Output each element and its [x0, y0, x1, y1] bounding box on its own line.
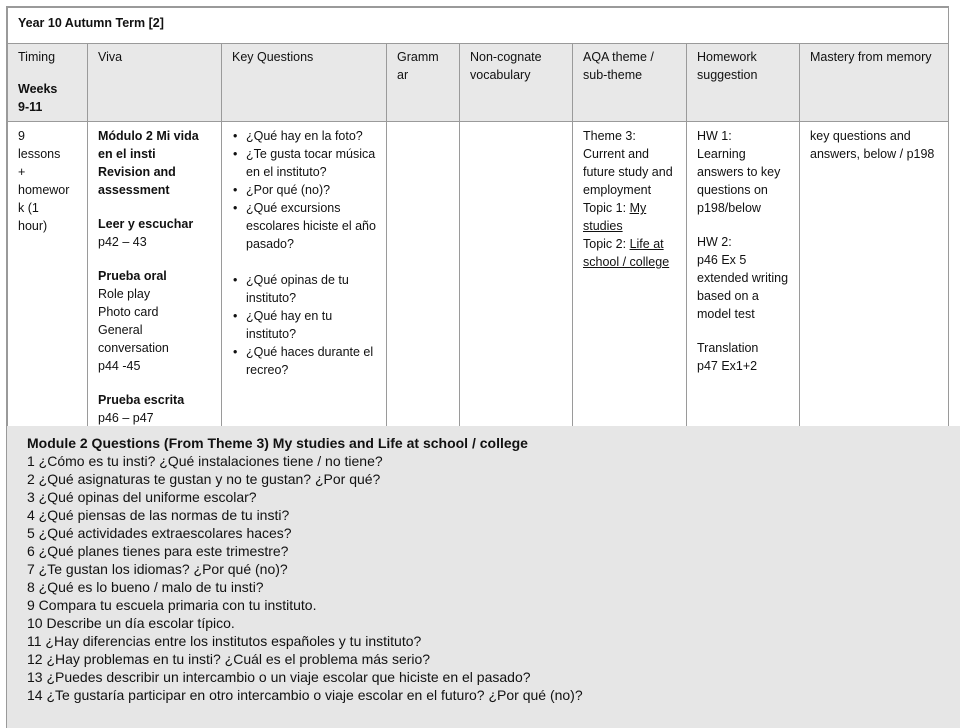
header-grammar: Gramm ar	[387, 44, 460, 122]
key-question-item: • ¿Qué haces durante el recreo?	[246, 343, 376, 379]
cell-homework	[687, 122, 800, 431]
questions-title: Module 2 Questions (From Theme 3) My studies and Life at school / college	[27, 435, 528, 451]
oral-item: p44 -45	[98, 359, 141, 373]
cell-key-questions	[222, 122, 387, 431]
header-viva: Viva	[88, 44, 222, 122]
module-title: Módulo 2 Mi vida en el insti	[98, 129, 199, 161]
key-question-item: • ¿Te gusta tocar música en el instituto?	[246, 145, 376, 181]
cell-aqa	[573, 122, 687, 431]
table-title: Year 10 Autumn Term [2]	[8, 8, 949, 44]
oral-item: Photo card	[98, 305, 159, 319]
question-item: 14 ¿Te gustaría participar en otro intercambio o viaje escolar en el futuro? ¿Por qué (no)?	[27, 687, 583, 703]
key-question-item: • ¿Qué opinas de tu instituto?	[246, 271, 376, 307]
escrita-heading: Prueba escrita	[98, 393, 185, 407]
key-question-item: • ¿Qué hay en la foto?	[246, 127, 376, 145]
question-item: 9 Compara tu escuela primaria con tu instituto.	[27, 597, 317, 613]
aqa-topic-2	[583, 235, 676, 271]
question-item: 8 ¿Qué es lo bueno / malo de tu insti?	[27, 579, 264, 595]
hw1-text: Learning answers to key questions on p198/below	[697, 147, 781, 215]
topic-1-prefix: Topic 1:	[583, 201, 630, 215]
header-timing-label: Timing	[18, 50, 56, 64]
question-item: 7 ¿Te gustan los idiomas? ¿Por qué (no)?	[27, 561, 288, 577]
header-weeks: Weeks 9-11	[18, 82, 58, 114]
key-question-item: • ¿Qué excursions escolares hiciste el año pasado?	[246, 199, 376, 253]
question-item: 12 ¿Hay problemas en tu insti? ¿Cuál es el problema más serio?	[27, 651, 431, 667]
question-item: 11 ¿Hay diferencias entre los institutos españoles y tu instituto?	[27, 633, 422, 649]
question-item: 3 ¿Qué opinas del uniforme escolar?	[27, 489, 257, 505]
header-aqa: AQA theme / sub-theme	[573, 44, 687, 122]
questions-panel	[6, 426, 960, 728]
scheme-of-work-table	[6, 6, 949, 432]
oral-heading: Prueba oral	[98, 269, 167, 283]
header-homework: Homework suggestion	[687, 44, 800, 122]
question-item: 2 ¿Qué asignaturas te gustan y no te gustan? ¿Por qué?	[27, 471, 381, 487]
header-timing	[8, 44, 88, 122]
key-questions-list	[232, 127, 376, 379]
header-non-cognate: Non-cognate vocabulary	[460, 44, 573, 122]
question-item: 4 ¿Qué piensas de las normas de tu insti?	[27, 507, 290, 523]
key-question-item: • ¿Qué hay en tu instituto?	[246, 307, 376, 343]
header-key-questions: Key Questions	[222, 44, 387, 122]
topic-2-prefix: Topic 2:	[583, 237, 630, 251]
topic-1-link[interactable]: My studies	[583, 201, 647, 233]
question-item: 1 ¿Cómo es tu insti? ¿Qué instalaciones tiene / no tiene?	[27, 453, 383, 469]
leer-pages: p42 – 43	[98, 235, 147, 249]
translation-label: Translation	[697, 341, 759, 355]
leer-heading: Leer y escuchar	[98, 217, 194, 231]
escrita-pages: p46 – p47	[98, 411, 154, 425]
aqa-topic-1	[583, 199, 676, 235]
cell-viva	[88, 122, 222, 431]
hw2-text: p46 Ex 5 extended writing based on a model test	[697, 253, 789, 321]
cell-mastery: key questions and answers, below / p198	[800, 122, 949, 431]
question-item: 10 Describe un día escolar típico.	[27, 615, 235, 631]
oral-item: General conversation	[98, 323, 169, 355]
cell-grammar	[387, 122, 460, 431]
question-item: 5 ¿Qué actividades extraescolares haces?	[27, 525, 292, 541]
revision-label: Revision and assessment	[98, 165, 176, 197]
oral-item: Role play	[98, 287, 151, 301]
header-mastery: Mastery from memory	[800, 44, 949, 122]
cell-timing: 9 lessons + homewor k (1 hour)	[8, 122, 88, 431]
hw1-label: HW 1:	[697, 129, 732, 143]
aqa-theme: Theme 3: Current and future study and employment	[583, 129, 673, 197]
question-item: 6 ¿Qué planes tienes para este trimestre?	[27, 543, 289, 559]
hw2-label: HW 2:	[697, 235, 732, 249]
translation-text: p47 Ex1+2	[697, 359, 758, 373]
question-item: 13 ¿Puedes describir un intercambio o un viaje escolar que hiciste en el pasado?	[27, 669, 531, 685]
key-question-item: • ¿Por qué (no)?	[246, 181, 376, 199]
cell-non-cognate	[460, 122, 573, 431]
topic-2-link[interactable]: Life at school / college	[583, 237, 670, 269]
